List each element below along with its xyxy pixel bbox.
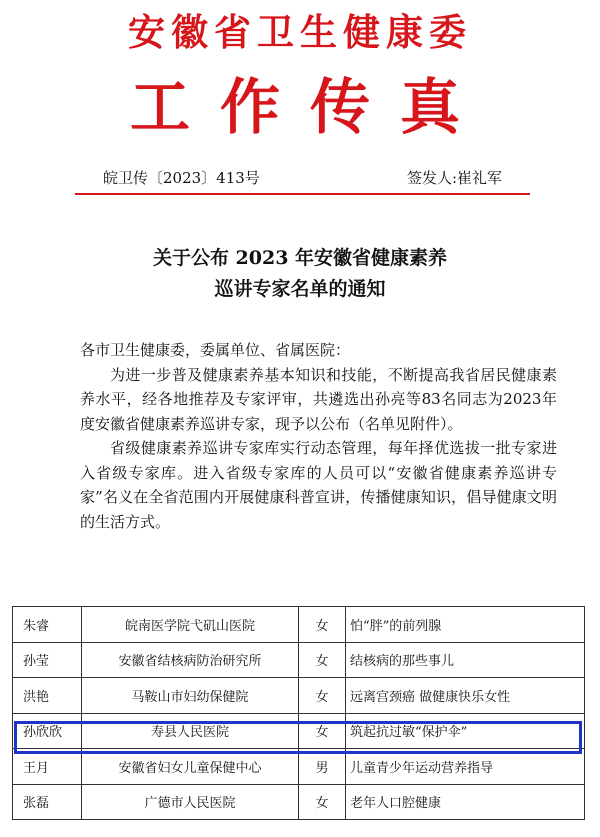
experts-table	[12, 606, 585, 820]
expert-name: 洪艳	[13, 678, 82, 714]
expert-name: 朱睿	[13, 607, 82, 643]
table-row	[13, 607, 585, 643]
expert-name: 张磊	[13, 784, 82, 820]
table-row	[13, 749, 585, 785]
expert-gender: 女	[299, 713, 346, 749]
expert-unit: 安徽省结核病防治研究所	[82, 642, 299, 678]
expert-topic: 老年人口腔健康	[346, 784, 585, 820]
expert-unit: 马鞍山市妇幼保健院	[82, 678, 299, 714]
signer: 签发人:崔礼军	[406, 169, 502, 187]
paragraph-1: 为进一步普及健康素养基本知识和技能，不断提高我省居民健康素养水平，经各地推荐及专家评审，共遴选出孙亮等83名同志为2023年度安徽省健康素养巡讲专家，现予以公布（名单见附件）。	[80, 365, 557, 433]
org-title: 安徽省卫生健康委	[128, 10, 472, 54]
salutation: 各市卫生健康委，委属单位、省属医院：	[80, 341, 351, 359]
expert-name: 孙欣欣	[13, 713, 82, 749]
expert-unit: 安徽省妇女儿童保健中心	[82, 749, 299, 785]
fax-title: 工作传真	[130, 73, 490, 143]
table-row	[13, 678, 585, 714]
expert-name: 王月	[13, 749, 82, 785]
table-row	[13, 784, 585, 820]
expert-unit: 皖南医学院弋矶山医院	[82, 607, 299, 643]
paragraph-2: 省级健康素养巡讲专家库实行动态管理，每年择优选拔一批专家进入省级专家库。进入省级专家库的人员可以“安徽省健康素养巡讲专家”名义在全省范围内开展健康科普宣讲，传播健康知识，倡导健康文明的生活方式。	[80, 439, 557, 531]
table-row	[13, 713, 585, 749]
expert-gender: 男	[299, 749, 346, 785]
expert-topic: 结核病的那些事儿	[346, 642, 585, 678]
expert-gender: 女	[299, 678, 346, 714]
expert-topic: 儿童青少年运动营养指导	[346, 749, 585, 785]
expert-unit: 寿县人民医院	[82, 713, 299, 749]
notice-title-line2: 巡讲专家名单的通知	[214, 278, 386, 300]
expert-topic: 筑起抗过敏“保护伞”	[346, 713, 585, 749]
expert-gender: 女	[299, 642, 346, 678]
table-row	[13, 642, 585, 678]
expert-gender: 女	[299, 784, 346, 820]
notice-body	[80, 338, 557, 534]
doc-number: 皖卫传〔2023〕413号	[103, 169, 260, 187]
notice-title	[0, 243, 600, 305]
expert-name: 孙莹	[13, 642, 82, 678]
notice-title-line1: 关于公布 2023 年安徽省健康素养	[152, 247, 448, 269]
expert-topic: 远离宫颈癌 做健康快乐女性	[346, 678, 585, 714]
expert-unit: 广德市人民医院	[82, 784, 299, 820]
red-divider	[75, 193, 530, 195]
expert-gender: 女	[299, 607, 346, 643]
expert-topic: 怕“胖”的前列腺	[346, 607, 585, 643]
